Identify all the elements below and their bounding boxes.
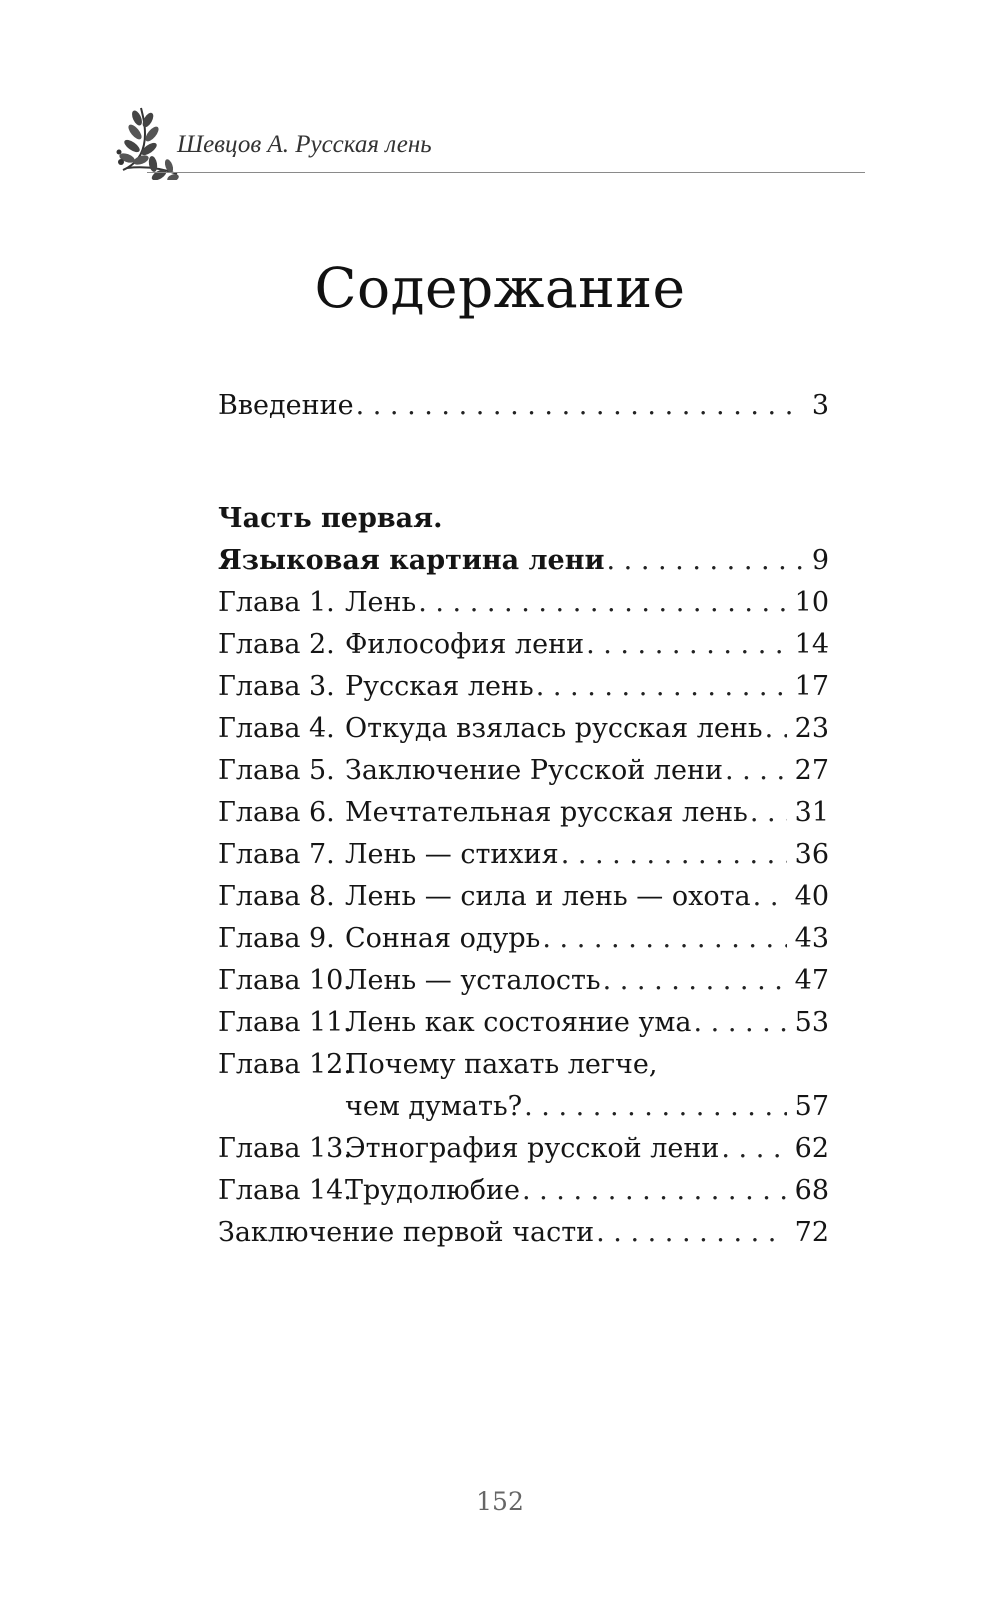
chapter-label: Глава 3.	[218, 671, 335, 702]
chapter-page: 17	[794, 671, 829, 702]
leader-dots	[536, 666, 787, 708]
chapter-page: 53	[794, 1007, 829, 1038]
chapter-page: 27	[794, 755, 829, 786]
toc-entry-chapter-11[interactable]	[218, 1002, 829, 1044]
chapter-label: Глава 9.	[218, 923, 335, 954]
chapter-title: Откуда взялась русская лень	[345, 713, 763, 744]
leader-dots	[753, 876, 787, 918]
chapter-title: Мечтательная русская лень	[345, 797, 748, 828]
leader-dots	[561, 834, 787, 876]
chapter-title: Философия лени	[345, 629, 585, 660]
chapter-page: 68	[794, 1175, 829, 1206]
page-number: 152	[476, 1487, 524, 1516]
part-title-line1: Часть первая.	[218, 503, 443, 534]
running-title: Шевцов А. Русская лень	[177, 131, 432, 158]
chapter-page: 57	[794, 1091, 829, 1122]
laurel-branch-icon	[115, 104, 185, 180]
chapter-label: Глава 14.	[218, 1175, 352, 1206]
chapter-title: Сонная одурь	[345, 923, 541, 954]
toc-entry-chapter-4[interactable]	[218, 708, 829, 750]
chapter-title: Трудолюбие	[345, 1175, 520, 1206]
toc-entry-page: 3	[811, 390, 829, 421]
toc-entry-chapter-14[interactable]	[218, 1170, 829, 1212]
toc-entry-chapter-3[interactable]	[218, 666, 829, 708]
leader-dots	[607, 540, 803, 582]
leader-dots	[418, 582, 786, 624]
leader-dots	[586, 624, 787, 666]
conclusion-page: 72	[794, 1217, 829, 1248]
chapter-page: 40	[794, 881, 829, 912]
toc-heading: Содержание	[314, 256, 686, 320]
toc-entry-title: Введение	[218, 390, 354, 421]
toc-entry-chapter-9[interactable]	[218, 918, 829, 960]
chapter-page: 43	[794, 923, 829, 954]
chapter-title: Лень	[345, 587, 417, 618]
toc-part-title	[218, 498, 829, 540]
chapter-title: Этнография русской лени	[345, 1133, 720, 1164]
leader-dots	[356, 385, 803, 427]
leader-dots	[596, 1212, 787, 1254]
chapter-title-line1: Почему пахать легче,	[345, 1049, 658, 1080]
chapter-title: Заключение Русской лени	[345, 755, 723, 786]
toc-entry-introduction[interactable]	[218, 385, 829, 427]
chapter-page: 47	[794, 965, 829, 996]
toc-entry-chapter-12-line2[interactable]	[218, 1086, 829, 1128]
toc-entry-chapter-10[interactable]	[218, 960, 829, 1002]
toc-entry-chapter-7[interactable]	[218, 834, 829, 876]
chapter-label: Глава 2.	[218, 629, 335, 660]
leader-dots	[693, 1002, 786, 1044]
toc-entry-conclusion[interactable]	[218, 1212, 829, 1254]
chapter-title: Русская лень	[345, 671, 534, 702]
leader-dots	[524, 1086, 787, 1128]
leader-dots	[725, 750, 787, 792]
leader-dots	[750, 792, 787, 834]
leader-dots	[542, 918, 786, 960]
toc-entry-chapter-6[interactable]	[218, 792, 829, 834]
chapter-title: Лень — стихия	[345, 839, 559, 870]
chapter-label: Глава 10.	[218, 965, 352, 996]
chapter-page: 14	[794, 629, 829, 660]
toc-entry-page: 9	[811, 545, 829, 576]
toc-entry-chapter-5[interactable]	[218, 750, 829, 792]
conclusion-title: Заключение первой части	[218, 1217, 595, 1248]
chapter-title: Лень — сила и лень — охота	[345, 881, 751, 912]
toc-entry-chapter-1[interactable]	[218, 582, 829, 624]
toc-entry-part-one[interactable]	[218, 540, 829, 582]
toc-entry-chapter-8[interactable]	[218, 876, 829, 918]
chapter-label: Глава 1.	[218, 587, 335, 618]
leader-dots	[603, 960, 787, 1002]
chapter-label: Глава 11.	[218, 1007, 352, 1038]
toc-entry-chapter-12-line1[interactable]	[218, 1044, 829, 1086]
running-head	[115, 104, 865, 180]
leader-dots	[765, 708, 787, 750]
toc-entry-chapter-13[interactable]	[218, 1128, 829, 1170]
chapter-label: Глава 6.	[218, 797, 335, 828]
part-title-line2: Языковая картина лени	[218, 545, 605, 576]
chapter-page: 10	[794, 587, 829, 618]
chapter-page: 62	[794, 1133, 829, 1164]
chapter-page: 23	[794, 713, 829, 744]
chapter-page: 31	[794, 797, 829, 828]
chapter-label: Глава 7.	[218, 839, 335, 870]
header-rule	[147, 172, 865, 173]
chapter-label: Глава 5.	[218, 755, 335, 786]
toc-entry-chapter-2[interactable]	[218, 624, 829, 666]
chapter-title-line2: чем думать?	[345, 1091, 523, 1122]
chapter-label: Глава 12.	[218, 1049, 352, 1080]
table-of-contents	[218, 385, 829, 1254]
chapter-label: Глава 8.	[218, 881, 335, 912]
chapter-title: Лень как состояние ума	[345, 1007, 692, 1038]
leader-dots	[522, 1170, 787, 1212]
chapter-label: Глава 4.	[218, 713, 335, 744]
chapter-page: 36	[794, 839, 829, 870]
leader-dots	[721, 1128, 786, 1170]
chapter-title: Лень — усталость	[345, 965, 601, 996]
chapter-label: Глава 13.	[218, 1133, 352, 1164]
